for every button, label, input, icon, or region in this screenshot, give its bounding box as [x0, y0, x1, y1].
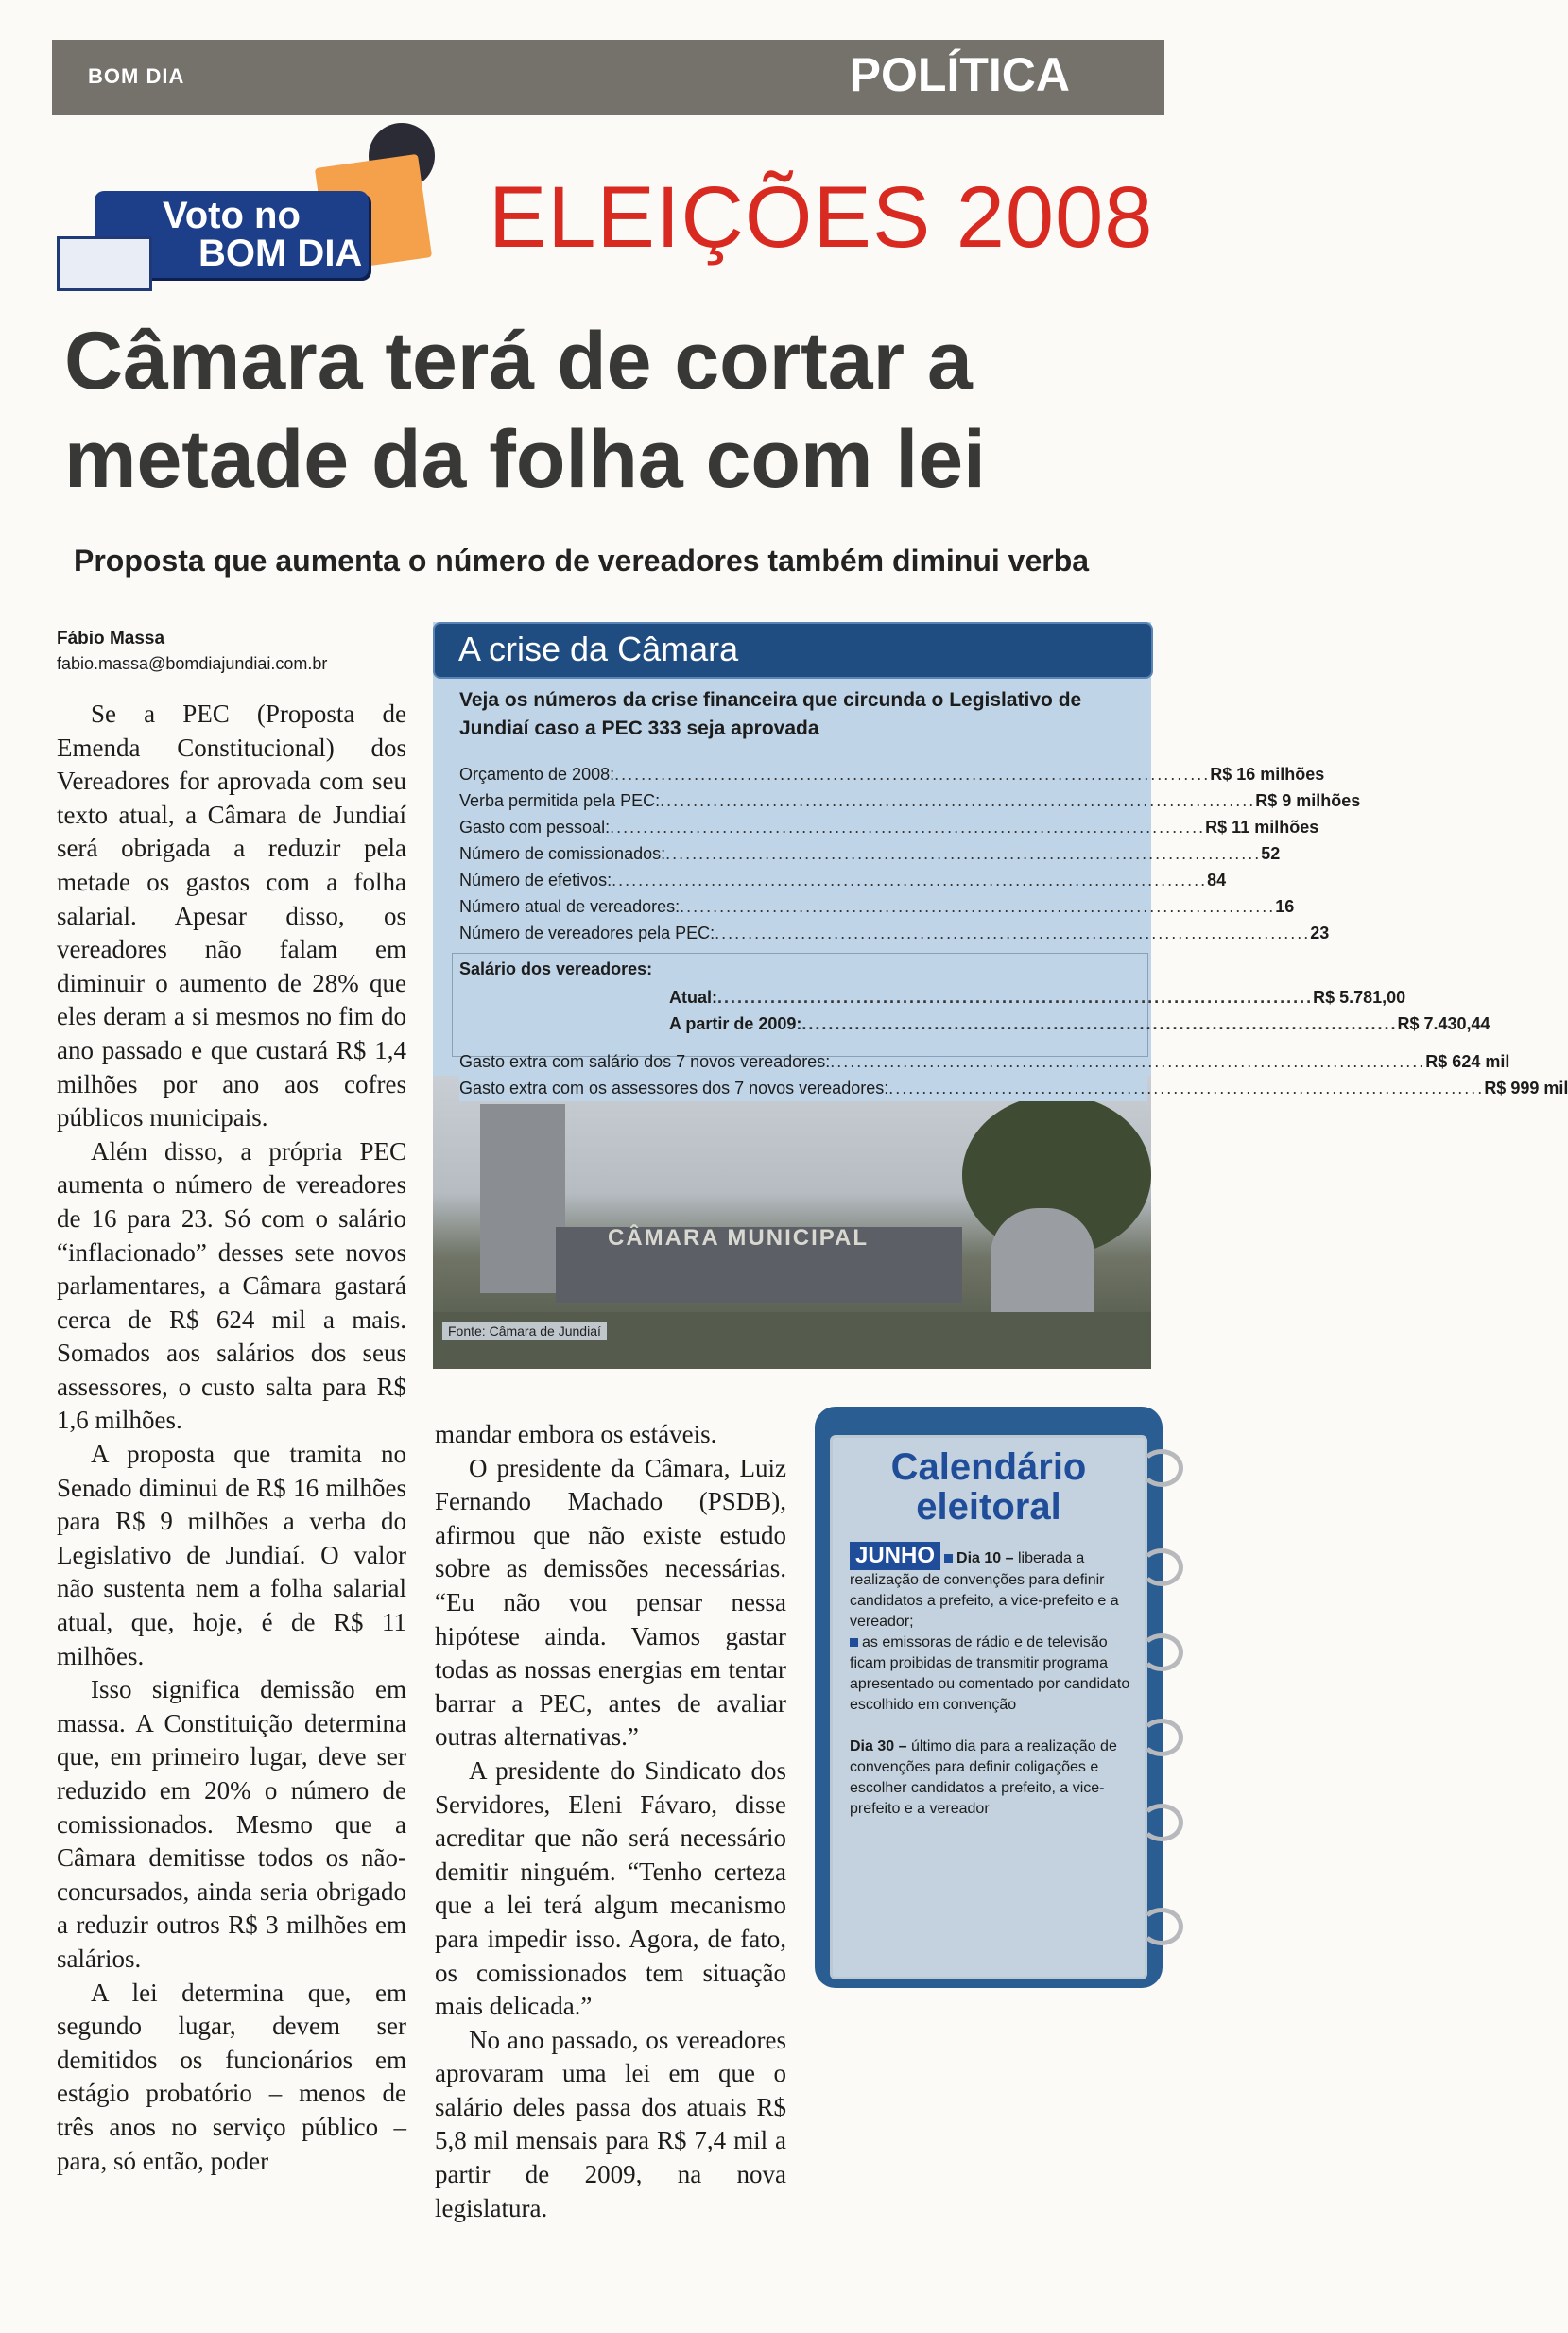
spiral-ring-icon	[1140, 1548, 1183, 1586]
bullet-icon	[944, 1554, 953, 1563]
spiral-ring-icon	[1140, 1719, 1183, 1756]
headline-line1: Câmara terá de cortar a	[64, 316, 973, 406]
section-header-bar	[52, 40, 1164, 115]
calendar-body	[850, 1542, 1138, 1820]
voto-no-bom-dia-logo	[57, 123, 463, 293]
paragraph: Se a PEC (Proposta de Emenda Constitucional) dos Vereadores for aprovada com seu texto atual, a Câmara de Jundiaí será obrigada a reduzir pela metade os gastos com a folha salarial. Apesar disso, os vereadores não falam em diminuir o aumento de 28% que eles deram a si mesmos no fim do ano passado e que custará R$ 1,4 milhões por ano aos cofres públicos municipais.	[57, 700, 406, 1132]
section-name: POLÍTICA	[849, 48, 1070, 101]
infobox-row: Gasto extra com salário dos 7 novos vereadores: .......................................................................................... R$ 624 mil	[459, 1052, 1510, 1071]
infobox-title: A crise da Câmara	[458, 630, 739, 668]
paragraph: O presidente da Câmara, Luiz Fernando Machado (PSDB), afirmou que não existe estudo sobre as demissões necessárias. “Eu não vou pensar nessa hipótese ainda. Vamos gastar todas as nossas energias em tentar barrar a PEC, antes de avaliar outras alternativas.”	[435, 1453, 786, 1752]
article-column-2	[435, 1418, 786, 2225]
byline	[57, 626, 327, 676]
spiral-ring-icon	[1140, 1633, 1183, 1671]
headline	[64, 312, 1142, 509]
photo-sign: CÂMARA MUNICIPAL	[608, 1225, 869, 1251]
calendar-page	[830, 1435, 1147, 1979]
paragraph: mandar embora os estáveis.	[435, 1420, 717, 1448]
infobox-row: Número de efetivos: .......................................................................................... 84	[459, 871, 1227, 890]
calendar-day-10: Dia 10 –	[956, 1550, 1014, 1566]
crisis-infobox	[433, 622, 1568, 1369]
salary-heading: Salário dos vereadores:	[459, 959, 653, 978]
article-column-1	[57, 698, 406, 2178]
paragraph: Isso significa demissão em massa. A Constituição determina que, em primeiro lugar, deve ser reduzido em 20% o número de comissionados. Mesmo que a Câmara demitisse todos os não-concursados, ainda seria obrigado a reduzir outros R$ 3 milhões em salários.	[57, 1675, 406, 1973]
photo-ground	[433, 1312, 1151, 1369]
infobox-title-bar	[433, 622, 1153, 679]
author-email: fabio.massa@bomdiajundiai.com.br	[57, 654, 328, 673]
paragraph: A proposta que tramita no Senado diminui de R$ 16 milhões para R$ 9 milhões a verba do Legislativo de Jundiaí. O valor não sustenta nem a folha salarial atual, que, hoje, é de R$ 11 milhões.	[57, 1440, 406, 1670]
photo-dome	[991, 1208, 1094, 1322]
infobox-row: Verba permitida pela PEC: .......................................................................................... R$ 9 milhões	[459, 791, 1361, 810]
salary-row: Atual: .......................................................................................... R$ 5.781,00	[669, 988, 1406, 1007]
infobox-row: Orçamento de 2008: .......................................................................................... R$ 16 milhões	[459, 765, 1325, 784]
photo-credit: Fonte: Câmara de Jundiaí	[442, 1322, 607, 1340]
calendar-day-30: Dia 30 –	[850, 1738, 907, 1754]
infobox-row: Gasto com pessoal: .......................................................................................... R$ 11 milhões	[459, 818, 1319, 837]
calendar-day-10-text2: as emissoras de rádio e de televisão ficam proibidas de transmitir programa apresentado ou comentado por candidato escolhido em convenção	[850, 1634, 1130, 1713]
election-calendar	[815, 1407, 1163, 1988]
infobox-row: Número de comissionados: .......................................................................................... 52	[459, 844, 1281, 863]
paragraph: A presidente do Sindicato dos Servidores, Eleni Fávaro, disse acreditar que não será necessário demitir ninguém. “Tenho certeza que a lei terá algum mecanismo para impedir isso. Agora, de fato, os comissionados tem situação mais delicada.”	[435, 1755, 786, 2021]
calendar-day-10-text: liberada a realização de convenções para definir candidatos a prefeito, a vice-prefeito e a vereador;	[850, 1550, 1119, 1630]
photo-tower	[480, 1104, 565, 1293]
section-title: ELEIÇÕES 2008	[489, 169, 1154, 266]
city-hall-photo	[433, 1076, 1151, 1369]
paragraph: A lei determina que, em segundo lugar, devem ser demitidos os funcionários em estágio probatório – menos de três anos no serviço público – para, só então, poder	[57, 1978, 406, 2175]
headline-line2: metade da folha com lei	[64, 414, 986, 505]
ballot-box-icon	[57, 236, 152, 291]
calendar-month: JUNHO	[850, 1542, 940, 1570]
infobox-row: Gasto extra com os assessores dos 7 novos vereadores: .......................................................................................... R$ 999 mil	[459, 1076, 1147, 1101]
infobox-intro: Veja os números da crise financeira que circunda o Legislativo de Jundiaí caso a PEC 333 seja aprovada	[459, 689, 1082, 739]
calendar-day-30-text: último dia para a realização de convenções para definir coligações e escolher candidatos a prefeito, a vice-prefeito e a vereador	[850, 1738, 1117, 1817]
spiral-ring-icon	[1140, 1908, 1183, 1945]
salary-row: A partir de 2009: .......................................................................................... R$ 7.430,44	[669, 1014, 1490, 1033]
infobox-row: Número atual de vereadores: .......................................................................................... 16	[459, 897, 1295, 916]
newspaper-name: BOM DIA	[88, 64, 185, 88]
spiral-ring-icon	[1140, 1804, 1183, 1841]
logo-line1: Voto no	[163, 195, 301, 236]
bullet-icon	[850, 1638, 858, 1647]
paragraph: No ano passado, os vereadores aprovaram uma lei em que o salário deles passa dos atuais R$ 5,8 mil mensais para R$ 7,4 mil a partir de 2009, na nova legislatura.	[435, 2025, 786, 2222]
spiral-ring-icon	[1140, 1449, 1183, 1487]
logo-line2: BOM DIA	[198, 233, 363, 274]
paragraph: Além disso, a própria PEC aumenta o número de vereadores de 16 para 23. Só com o salário “inflacionado” desses sete novos parlamentares, a Câmara gastará cerca de R$ 624 mil a mais. Somados aos salários dos seus assessores, o custo salta para R$ 1,6 milhões.	[57, 1136, 406, 1435]
author-name: Fábio Massa	[57, 629, 165, 648]
infobox-row: Número de vereadores pela PEC: .......................................................................................... 23	[459, 924, 1330, 942]
calendar-title: Calendário eleitoral	[890, 1446, 1087, 1528]
subheadline: Proposta que aumenta o número de vereadores também diminui verba	[74, 544, 1090, 578]
